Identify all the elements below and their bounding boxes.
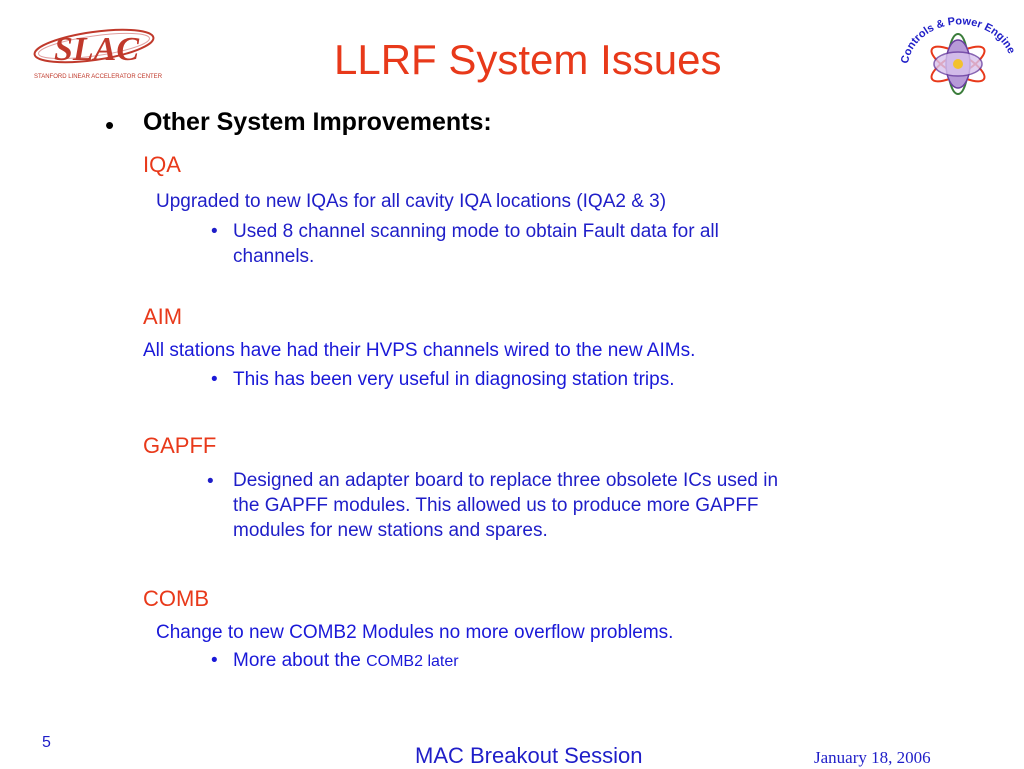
- bullet-dot: •: [211, 221, 218, 242]
- slac-logo-text: SLAC: [54, 31, 140, 68]
- main-bullet-dot: •: [105, 110, 115, 140]
- section-heading-aim: AIM: [143, 304, 183, 329]
- section-heading-gapff: GAPFF: [143, 433, 217, 458]
- section-line-comb: Change to new COMB2 Modules no more overflow problems.: [156, 622, 674, 643]
- bullet-text-comb-1: [233, 650, 459, 672]
- section-line-iqa: Upgraded to new IQAs for all cavity IQA locations (IQA2 & 3): [156, 191, 667, 212]
- slac-logo-subtitle: STANFORD LINEAR ACCELERATOR CENTER: [34, 74, 163, 80]
- footer-session: MAC Breakout Session: [415, 743, 643, 768]
- section-line-aim: All stations have had their HVPS channels wired to the new AIMs.: [143, 340, 696, 361]
- bullet-text-iqa-2: channels.: [233, 246, 315, 267]
- slac-logo: [28, 20, 168, 84]
- slide-title: LLRF System Issues: [334, 36, 722, 83]
- slide-number: 5: [42, 734, 51, 751]
- footer-date: January 18, 2006: [814, 748, 931, 767]
- bullet-text-gapff-2: the GAPFF modules. This allowed us to produce more GAPFF: [233, 495, 759, 516]
- bullet-text-gapff-3: modules for new stations and spares.: [233, 520, 548, 541]
- bullet-dot: •: [211, 650, 218, 671]
- bullet-text-gapff-1: Designed an adapter board to replace three obsolete ICs used in: [233, 470, 779, 491]
- bullet-text-aim-1: This has been very useful in diagnosing station trips.: [233, 369, 675, 390]
- bullet-dot: •: [211, 369, 218, 390]
- main-bullet-text: Other System Improvements:: [143, 108, 492, 136]
- section-heading-comb: COMB: [143, 586, 209, 611]
- bullet-text-comb-main: More about the: [233, 650, 361, 671]
- bullet-dot: •: [207, 471, 214, 492]
- section-heading-iqa: IQA: [143, 152, 181, 177]
- bullet-text-comb-small: COMB2 later: [366, 653, 459, 670]
- bullet-text-iqa-1: Used 8 channel scanning mode to obtain Fault data for all: [233, 221, 719, 242]
- logo-arc-text: Controls & Power Engine: [900, 15, 1016, 65]
- controls-power-engineering-logo: [900, 8, 1016, 96]
